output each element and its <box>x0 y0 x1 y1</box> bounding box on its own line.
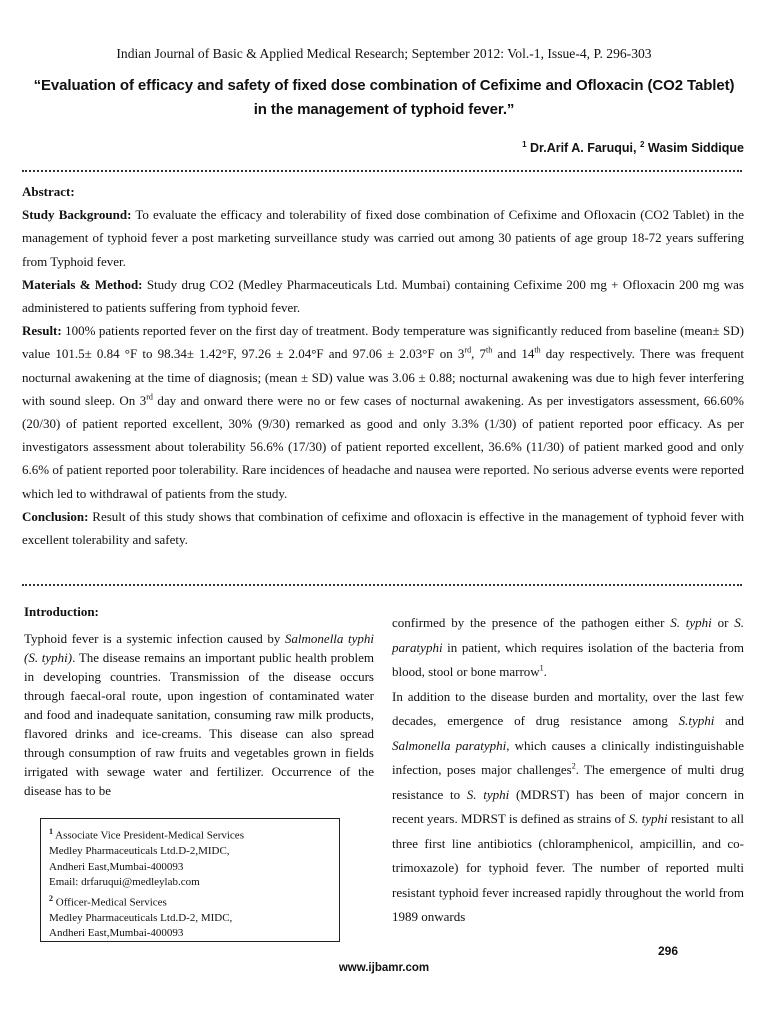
dotted-separator-bottom <box>22 584 742 586</box>
background-text: To evaluate the efficacy and tolerability of fixed dose combination of Cefixime and Ofloxacin (CO2 Tablet) in the management of typhoid fever a post marketing surveillance study was carried out among 30 patients of age group 18-72 years suffering from Typhoid fever. <box>22 207 744 269</box>
introduction-heading: Introduction: <box>24 604 99 619</box>
right-paragraph-2 <box>392 685 744 930</box>
background-label: Study Background: <box>22 207 132 223</box>
result-text: day and onward there were no or few cases of nocturnal awakening. As per investigators assessment, 66.60% (20/30) of patient reported excellent, 30% (9/30) remarked as good and only 3.3% (1/30) of patient reported poor efficacy. As per investigators assessment about tolerability 56.6% (17/30) of patient reported excellent, 36.6% (11/30) of patient marked good and only 6.6% of patient reported poor tolerability. Rare incidences of headache and nausea were reported. No serious adverse events were reported which led to withdrawal of patients from the study. <box>22 392 744 501</box>
abstract-result <box>22 319 744 505</box>
result-text: day respectively. There was frequent nocturnal awakening at the time of diagnosis; (mean ± SD) value was 3.06 ± 0.88; nocturnal awakening was due to high fever interfering with sound sleep. On 3 <box>22 346 745 408</box>
result-sup: th <box>486 346 493 356</box>
dotted-separator-top <box>22 170 742 172</box>
affiliation-1-role: Associate Vice President-Medical Services <box>53 829 244 842</box>
introduction-column <box>24 602 374 800</box>
body-text: and <box>714 713 744 728</box>
conclusion-text: Result of this study shows that combination of cefixime and ofloxacin is effective in the management of typhoid fever with excellent tolerability and safety. <box>22 508 744 548</box>
paper-title: “Evaluation of efficacy and safety of fixed dose combination of Cefixime and Ofloxacin (CO2 Tablet) in the management of typhoid fever.” <box>33 77 735 118</box>
affiliation-2-role: Officer-Medical Services <box>53 896 167 909</box>
result-sup: rd <box>146 392 153 402</box>
abstract-heading: Abstract: <box>22 184 75 199</box>
body-text: . The emergence of multi drug resistance to <box>392 762 744 802</box>
species-italic: S. paratyphi <box>392 615 744 655</box>
result-sup: rd <box>464 346 472 356</box>
affiliation-box <box>40 818 340 942</box>
introduction-paragraph <box>24 629 374 800</box>
body-text: resistant to all three first line antibiotics (chloramphenicol, ampicillin, and co-trimoxazole) for typhoid fever. The number of reported multi resistant typhoid fever increased rapidly throughout the world from 1989 onwards <box>392 811 744 924</box>
journal-website-link[interactable]: www.ijbamr.com <box>338 962 430 974</box>
species-italic: S. typhi <box>466 786 510 802</box>
result-text: 100% patients reported fever on the first day of treatment. Body temperature was significantly reduced from baseline (mean± SD) value 101.5± 0.84 °F to 98.34± 1.42°F, 97.26 ± 2.04°F and 97.06 ± 2.03°F on 3 <box>22 323 744 362</box>
methods-text: Study drug CO2 (Medley Pharmaceuticals Ltd. Mumbai) containing Cefixime 200 mg + Ofloxacin 200 mg was administered to patients suffering from typhoid fever. <box>22 276 744 316</box>
journal-citation: Indian Journal of Basic & Applied Medical Research; September 2012: Vol.-1, Issue-4, P. 296-303 <box>116 46 652 61</box>
methods-label: Materials & Method: <box>22 276 143 292</box>
author2-name: Wasim Siddique <box>647 141 744 156</box>
abstract-background <box>22 203 744 273</box>
species-italic: Salmonella paratyphi <box>392 737 507 753</box>
affiliation-2-address: Andheri East,Mumbai-400093 <box>49 927 184 940</box>
intro-italic: Salmonella typhi (S. typhi) <box>24 631 374 665</box>
right-paragraph-1 <box>392 611 744 685</box>
result-sup: th <box>534 346 541 356</box>
body-text: , which causes a clinically indistinguishable infection, poses major challenges <box>392 737 744 777</box>
affiliation-2-title <box>49 891 331 911</box>
result-text: , 7 <box>471 346 487 362</box>
author1-name: Dr.Arif A. Faruqui, <box>530 141 640 156</box>
author-line <box>522 140 744 155</box>
body-text: or <box>711 615 735 630</box>
affiliation-1-email: Email: drfaruqui@medleylab.com <box>49 876 200 889</box>
page-number: 296 <box>657 944 678 958</box>
result-label: Result: <box>22 323 62 339</box>
abstract-methods <box>22 273 744 319</box>
conclusion-label: Conclusion: <box>22 508 89 524</box>
affiliation-1-address: Andheri East,Mumbai-400093 <box>49 860 184 873</box>
species-italic: S.typhi <box>678 713 715 728</box>
author1-superscript: 1 <box>522 140 527 149</box>
affiliation-2-company: Medley Pharmaceuticals Ltd.D-2, MIDC, <box>49 911 233 924</box>
body-text: confirmed by the presence of the pathogen either <box>392 615 671 630</box>
body-text: . <box>543 664 547 679</box>
affiliation-1-number: 1 <box>49 827 53 836</box>
species-italic: S. typhi <box>628 811 668 826</box>
citation-superscript: 2 <box>571 761 576 771</box>
abstract-section <box>22 180 744 551</box>
body-text: in patient, which requires isolation of the bacteria from blood, stool or bone marrow <box>392 639 744 679</box>
citation-superscript: 1 <box>539 663 544 673</box>
affiliation-2-number: 2 <box>49 893 53 903</box>
affiliation-1-title <box>49 824 331 844</box>
right-column <box>392 611 744 930</box>
result-text: and 14 <box>492 346 535 362</box>
affiliation-1-company: Medley Pharmaceuticals Ltd.D-2,MIDC, <box>49 845 230 858</box>
body-text: (MDRST) has been of major concern in recent years. MDRST is defined as strains of <box>392 786 744 826</box>
author2-superscript: 2 <box>639 140 645 149</box>
species-italic: S. typhi <box>670 615 712 630</box>
intro-text: Typhoid fever is a systemic infection caused by <box>24 631 285 646</box>
body-text: In addition to the disease burden and mortality, over the last few decades, emergence of drug resistance among <box>392 688 744 728</box>
intro-text: . The disease remains an important public health problem in developing countries. Transmission of the disease occurs through faecal-oral route, upon ingestion of contaminated water and food and inadequate sanitation, consuming raw milk products, flavored drinks and ice-creams. This disease can also spread through consumption of raw fruits and vegetables grown in fields irrigated with sewage water and fertilizer. Occurrence of the disease has to be <box>24 650 374 798</box>
abstract-conclusion <box>22 505 744 551</box>
